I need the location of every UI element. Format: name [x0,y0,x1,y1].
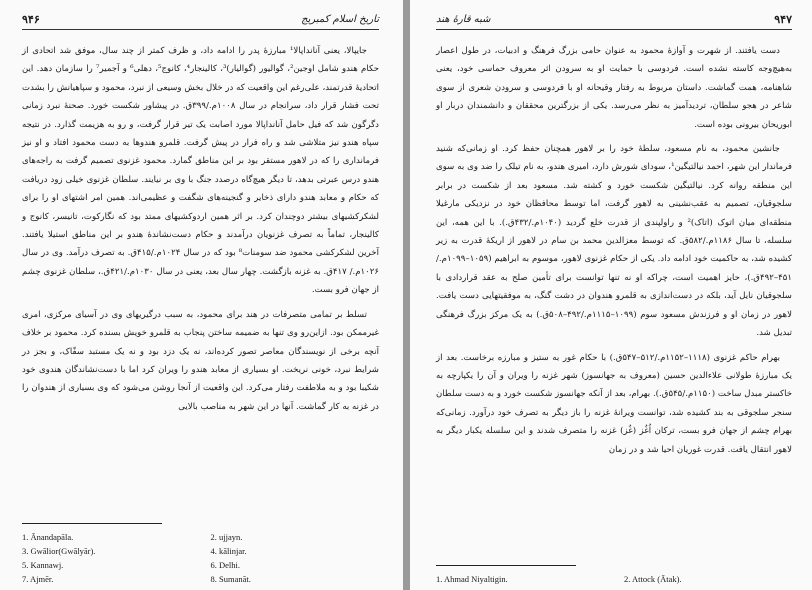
left-running-title: تاریخ اسلام کمبریج [301,13,379,25]
footnote-1: 1. Ahmad Niyaltigin. [436,574,508,584]
footnote-rule [436,565,576,566]
footnote-4: 4. kālinjar. [210,546,247,556]
left-running-head [22,12,379,30]
footnote-2: 2. ujjayn. [210,532,243,542]
left-footnotes [22,523,379,586]
footnote-7: 7. Ajmēr. [22,574,54,584]
footnote-1: 1. Ānandapāla. [22,532,74,542]
right-running-title: شبه قارهٔ هند [436,13,491,25]
footnote-2: 2. Attock (Ātak). [624,574,682,584]
left-paragraph-1: جایپالا، یعنی آنانداپالا¹ مبارزهٔ پدر را ادامه داد، و ظرف کمتر از چند سال، موفق شد اتحادی از حکام هندو شامل اوجین²، گوالیور (گوالیار)³، کالینجار⁴، کانوج⁵، دهلی⁶ و آجمیر⁷ را سازمان دهد. این اتحادیهٔ قدرتمند، علی‌رغم این واقعیت که در خلال بخش وسیعی از نبرد، محمود و سپاهیانش را بشدت تحت فشار قرار داد، سرانجام در سال ۱۰۰۸م./۳۹۹ق. در پیشاور شکست خورد. صحنهٔ نبرد زمانی دگرگون شد که فیل حامل آنانداپالا مورد اصابت یک تیر قرار گرفت، و رو به هزیمت گذارد. در نتیجه سپاه هندو نیز متلاشی شد و راه فرار در پیش گرفت. قلمرو هندوها به دست محمود افتاد و او نیز فرمانداری را که در لاهور مستقر بود بر این مناطق گمارد. محمود غزنوی تصمیم گرفت به راجه‌های هندو درس عبرتی بدهد، تا دیگر هیچ‌گاه درصدد جنگ با وی بر نیایند. سلطان غزنوی خیلی زود دریافت که حکام و معابد هندو دارای ذخایر و گنجینه‌های شگفت و عظیمی‌اند. همین امر اشتهای او را برای لشکرکشیهای بیشتر دوچندان کرد. بر اثر همین اردوکشیهای ممتد بود که نگارکوت، تانیسر، کانوج و کالینجار، تماماً به تصرف غزنویان درآمدند و حکام دست‌نشاندهٔ هندو بر این مناطق استیلا یافتند. آخرین لشکرکشی محمود ضد سومنات⁸ بود که در سال ۱۰۲۴م./۴۱۵ق. به تصرف درآمد. وی در سال ۱۰۲۶م./ ۴۱۷ق. به غزنه بازگشت. چهار سال بعد، یعنی در سال ۱۰۳۰م./۴۲۱ق.، سلطان غزنوی چشم از جهان فرو بست. [22,46,380,296]
right-paragraph-1: دست یافتند. از شهرت و آوازهٔ محمود به عنوان حامی بزرگ فرهنگ و ادبیات، در طول اعصار به‌هیچ‌وجه کاسته نشده است. فردوسی با حمایت او به سرودن اثر معروف حماسی خود، یعنی شاهنامه، همت گماشت. داستان مربوط به رفتار وقیحانه او با فردوسی و سرودن شعری از سوی شاعر در هجو سلطان، تردیدآمیز به نظر می‌رسد. یکی از بزرگترین محققان و دانشمندان دربار او ابوریحان بیرونی بوده است. [436,46,792,130]
footnote-8: 8. Sumanāt. [210,574,251,584]
footnote-rule [22,523,162,524]
right-running-head [436,12,792,30]
right-page-number: ۹۴۷ [774,12,792,26]
right-body-text [436,42,792,459]
right-footnotes [436,565,792,586]
right-page [410,0,812,590]
left-paragraph-2: تسلط بر تمامی متصرفات در هند برای محمود، به سبب درگیریهای وی در آسیای مرکزی، امری غیرممکن بود. ازاین‌رو وی تنها به ضمیمه ساختن پنجاب به قلمرو خویش بسنده کرد. محمود بر خلاف آنچه برخی از نویسندگان معاصر تصور کرده‌اند، نه یک دزد بود و نه یک مستبد سفّاک، و بجز در شرایط نبرد، خونی نریخت. او بسیاری از معابد هندو را ویران کرد اما با دست‌نشاندگان هندوی خود شکیبا بود و به ملاطفت رفتار می‌کرد. این واقعیت از آنجا روشن می‌شود که وی بسیاری از هندوان را در غزنه به کار گماشت. آنها در این شهر به مناصب بالایی [22,309,379,412]
right-paragraph-2: جانشین محمود، به نام مسعود، سلطهٔ خود را بر لاهور همچنان حفظ کرد. او زمانی‌که شنید فرماندار این شهر، احمد نیالتیگین¹، سودای شورش دارد، امیری هندو، به نام تیلک را ضد وی به سوی این منطقه روانه کرد. نیالتیگین شکست خورد و کشته شد. مسعود بعد از شکست در برابر سلجوقیان، تصمیم به عقب‌نشینی به لاهور گرفت، اما توسط محافظان خود در نزدیکی مارغیلا منطقه‌ای میان اتوک (اتاک)² و راولپندی از قدرت خلع گردید (۱۰۴۰م./۴۳۲ق.). با این همه، این سلسله، تا سال ۱۱۸۶م./۵۸۲ق. که توسط معزالدین محمد بن سام در لاهور از اریکهٔ قدرت به زیر کشیده شد، به حاکمیت خود ادامه داد. یکی از حکام غزنوی لاهور، موسوم به ابراهیم (۱۰۵۹–۱۰۹۹م./۴۵۱–۴۹۲ق.)، حایز اهمیت است، چراکه او نه تنها توانست برای تأمین صلح به عقد قراردادی با سلجوقیان نایل آید، بلکه در دست‌اندازی به قلمرو هندوان در دشت گنگ، به موفقیتهایی دست یافت. لاهور در زمان او و فرزندش مسعود سوم (۱۰۹۹–۱۱۱۵م./۴۹۲–۵۰۸ق.) به یک مرکز بزرگ فرهنگی تبدیل شد. [436,144,793,339]
left-page [0,0,403,590]
book-gutter [403,0,410,590]
left-body-text [22,42,379,416]
right-paragraph-3: بهرام حاکم غزنوی (۱۱۱۸–۱۱۵۲م./۵۱۲–۵۴۷ق.) با حکام غور به ستیز و مبارزه برخاست. بعد از یک مبارزهٔ طولانی علاءالدین حسین (معروف به جهانسوز) شهر غزنه را ویران و آن را یکپارچه به خاکستر مبدل ساخت (۱۱۵۰م./۵۴۵ق.). بهرام، بعد از آنکه جهانسوز شکست خورد و به دست سلطان سنجر سلجوقی به بند کشیده شد، توانست ویرانهٔ غزنه را باز دیگر به تصرف خود درآورد. زمانی‌که بهرام چشم از جهان فرو بست، ترکان اُغُز (غُز) غزنه را متصرف شدند و این سلسله یکبار دیگر به لاهور انتقال یافت. قدرت غوریان احیا شد و در زمان [436,352,793,455]
footnote-3: 3. Gwālior(Gwālyār). [22,546,96,556]
footnote-6: 6. Delhi. [210,560,241,570]
left-page-number: ۹۴۶ [22,12,40,26]
footnote-5: 5. Kannawj. [22,560,64,570]
